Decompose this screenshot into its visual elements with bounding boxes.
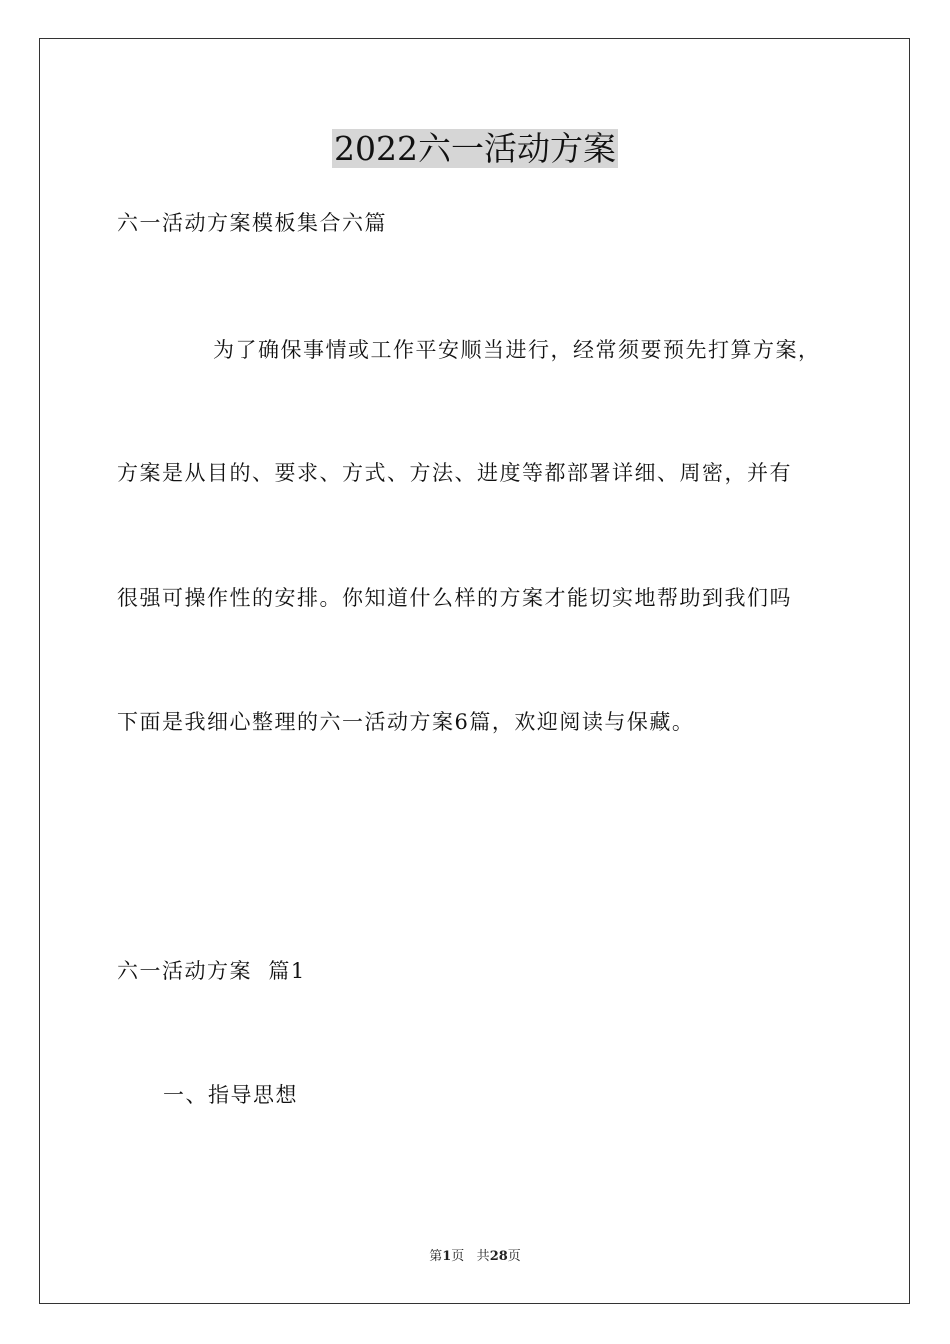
total-suffix: 页 xyxy=(507,1249,521,1264)
paragraph-line-2: 方案是从目的、要求、方式、方法、进度等都部署详细、周密，并有 xyxy=(117,461,792,485)
page-footer xyxy=(0,1248,950,1266)
document-title xyxy=(0,128,950,170)
subsection-heading: 一、指导思想 xyxy=(163,1083,298,1107)
document-subtitle: 六一活动方案模板集合六篇 xyxy=(117,211,387,235)
paragraph-line-3: 很强可操作性的安排。你知道什么样的方案才能切实地帮助到我们吗 xyxy=(117,586,792,610)
page-suffix: 页 xyxy=(451,1249,465,1264)
page-prefix: 第 xyxy=(429,1249,443,1264)
paragraph-line-1: 为了确保事情或工作平安顺当进行，经常须要预先打算方案， xyxy=(213,338,821,362)
total-pages-number: 28 xyxy=(489,1249,508,1264)
total-prefix: 共 xyxy=(476,1249,490,1264)
title-text: 2022六一活动方案 xyxy=(334,129,616,168)
paragraph-line-4: 下面是我细心整理的六一活动方案6篇，欢迎阅读与保藏。 xyxy=(117,710,695,734)
current-page-number: 1 xyxy=(442,1249,452,1264)
section-heading: 六一活动方案 篇1 xyxy=(117,959,306,983)
